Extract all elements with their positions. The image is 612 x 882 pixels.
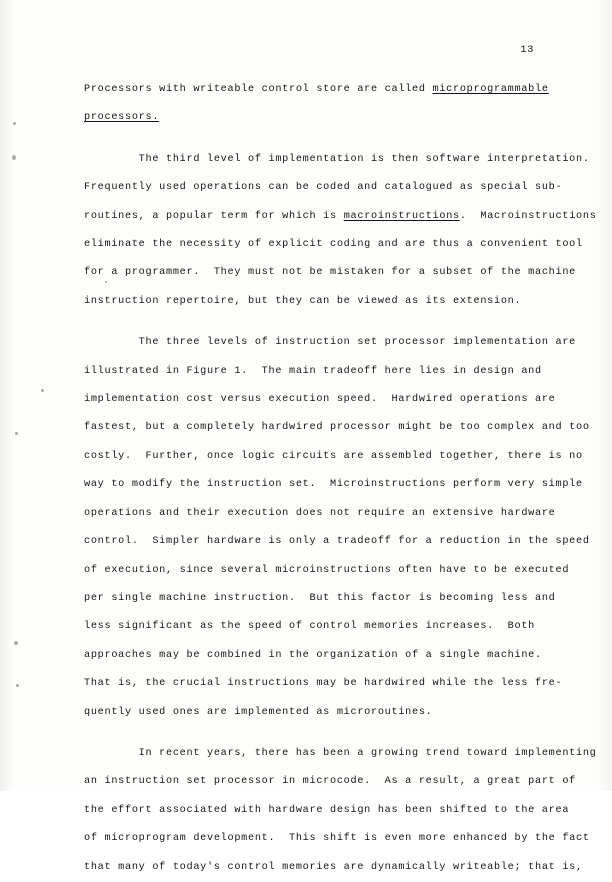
text-line: of microprogram development. This shift is even more enhanced by the fact — [84, 833, 590, 845]
text-line: eliminate the necessity of explicit coding and are thus a convenient tool — [84, 239, 583, 251]
page-number: 13 — [520, 44, 534, 56]
text-line: The third level of implementation is then software interpretation. — [84, 153, 590, 165]
text-line: The three levels of instruction set processor implementation are — [84, 337, 577, 349]
text-line: quently used ones are implemented as microroutines. — [84, 706, 433, 718]
text-line: for a programmer. They must not be mistaken for a subset of the machine — [84, 267, 577, 279]
text-line: Frequently used operations can be coded and catalogued as special sub- — [84, 182, 563, 194]
text-line: per single machine instruction. But this factor is becoming less and — [84, 592, 556, 604]
text-line: the effort associated with hardware design has been shifted to the area — [84, 804, 570, 816]
paragraph — [84, 76, 549, 133]
scan-speck — [41, 389, 44, 392]
text-line: of execution, since several microinstructions often have to be executed — [84, 564, 570, 576]
body-text — [84, 76, 597, 882]
scan-speck — [105, 281, 107, 283]
scan-speck — [15, 432, 18, 435]
text-line: implementation cost versus execution speed. Hardwired operations are — [84, 394, 556, 406]
page-edge-shadow-right — [598, 0, 612, 791]
scan-speck — [16, 684, 19, 687]
text-line: fastest, but a completely hardwired processor might be too complex and too — [84, 422, 590, 434]
line-text: Processors with writeable control store are called — [84, 84, 433, 95]
line-underlined-text: processors. — [84, 112, 160, 124]
scan-speck — [12, 155, 16, 160]
text-line: an instruction set processor in microcode. As a result, a great part of — [84, 776, 577, 788]
line-text: routines, a popular term for which is — [84, 210, 344, 222]
text-line: approaches may be combined in the organization of a single machine. — [84, 649, 542, 661]
text-line: operations and their execution does not require an extensive hardware — [84, 507, 556, 519]
text-line — [84, 203, 597, 231]
text-line: That is, the crucial instructions may be hardwired while the less fre- — [84, 678, 563, 690]
page-edge-shadow-left — [0, 0, 14, 791]
text-line: way to modify the instruction set. Microinstructions perform very simple — [84, 479, 583, 491]
text-line: costly. Further, once logic circuits are assembled together, there is no — [84, 450, 583, 462]
scan-speck — [14, 641, 18, 645]
paragraph — [84, 740, 597, 882]
text-line: control. Simpler hardware is only a tradeoff for a reduction in the speed — [84, 536, 590, 548]
paragraph — [84, 146, 597, 316]
text-line — [84, 104, 544, 132]
text-line — [84, 76, 549, 104]
scan-speck — [13, 122, 16, 125]
line-underlined-text: microprogrammable — [432, 84, 549, 95]
text-line: instruction repertoire, but they can be viewed as its extension. — [84, 295, 522, 307]
paragraph — [84, 329, 590, 727]
text-line: less significant as the speed of control memories increases. Both — [84, 621, 536, 633]
line-text-tail: . Macroinstructions — [459, 210, 597, 222]
text-line: that many of today's control memories are dynamically writeable; that is, — [84, 861, 583, 873]
text-line: In recent years, there has been a growing trend toward implementing — [84, 747, 597, 759]
text-line: illustrated in Figure 1. The main tradeoff here lies in design and — [84, 365, 542, 377]
line-underlined-text: macroinstructions — [343, 210, 460, 222]
